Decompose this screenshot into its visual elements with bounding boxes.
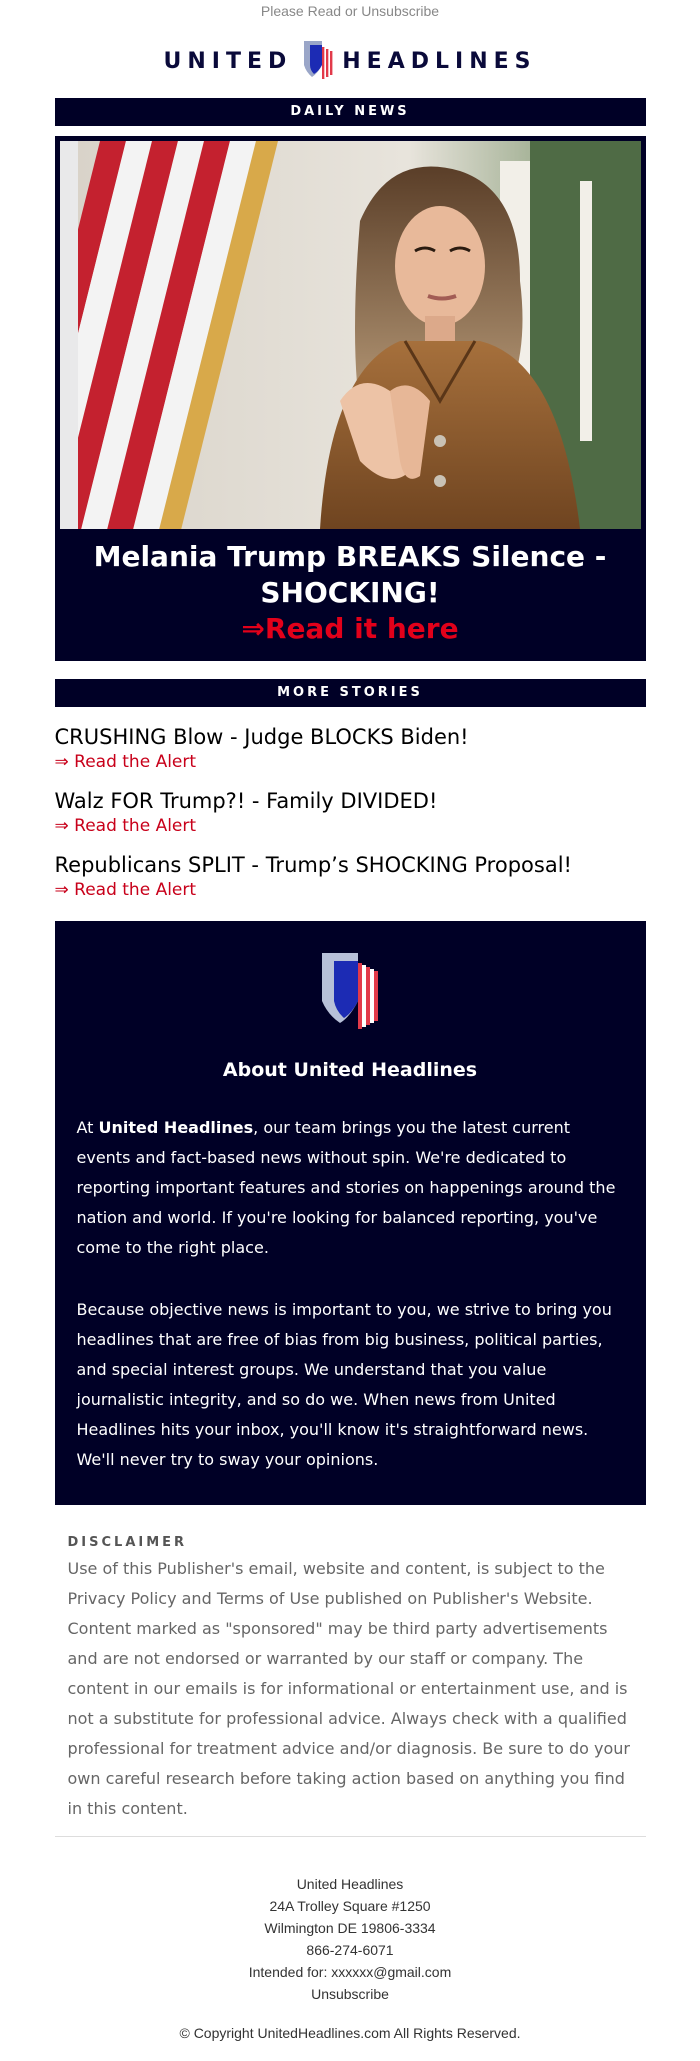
footer-intended-for: Intended for: xxxxxx@gmail.com: [248, 1964, 452, 1980]
footer-address-line-1: 24A Trolley Square #1250: [269, 1898, 431, 1914]
about-section: [55, 921, 646, 1505]
footer-company: United Headlines: [296, 1876, 404, 1892]
footer-phone: 866-274-6071: [306, 1942, 394, 1958]
copyright: © Copyright UnitedHeadlines.com All Rights Reserved.: [179, 2025, 521, 2041]
about-p1-text: , our team brings you the latest current events and fact-based news without spin. We're dedicated to reporting important features and stories on happenings around the nation and world. If you're looking for balanced reporting, you've come to the right place.: [76, 1118, 616, 1257]
hero-image[interactable]: [60, 141, 641, 529]
disclaimer-text: Use of this Publisher's email, website and content, is subject to the Privacy Policy and Terms of Use published on Publisher's Website. Content marked as "sponsored" may be third party advertisements and are not endorsed or warranted by our staff or company. The content in our emails is for informational or entertainment use, and is not a substitute for professional advice. Always check with a qualified professional for treatment advice and/or diagnosis. Be sure to do your own careful research before taking action based on anything you find in this content.: [67, 1559, 630, 1818]
about-p1-prefix: At: [76, 1118, 99, 1137]
footer: [55, 1873, 646, 2005]
brand-left: UNITED: [163, 48, 293, 74]
disclaimer-section: [55, 1505, 646, 1824]
hero-read-link[interactable]: ⇒Read it here: [241, 612, 459, 645]
shield-flag-icon: [300, 39, 334, 83]
hero-card[interactable]: [55, 136, 646, 661]
story-title[interactable]: CRUSHING Blow - Judge BLOCKS Biden!: [54, 725, 469, 749]
story-read-link[interactable]: ⇒ Read the Alert: [54, 752, 197, 772]
shield-flag-icon: [318, 949, 382, 1033]
about-heading: About United Headlines: [222, 1059, 478, 1081]
list-item: [55, 851, 646, 901]
story-list: [55, 723, 646, 901]
story-read-link[interactable]: ⇒ Read the Alert: [54, 816, 197, 836]
list-item: [55, 787, 646, 837]
daily-news-bar: DAILY NEWS: [55, 98, 646, 126]
photo-woman-with-american-flag: [60, 141, 641, 529]
preheader: [0, 0, 700, 24]
more-stories-bar: MORE STORIES: [55, 679, 646, 707]
masthead[interactable]: [0, 24, 700, 98]
list-item: [55, 723, 646, 773]
divider: [55, 1836, 646, 1837]
hero-title[interactable]: Melania Trump BREAKS Silence - SHOCKING!: [93, 540, 607, 609]
about-p1-brand: United Headlines: [98, 1118, 254, 1137]
story-read-link[interactable]: ⇒ Read the Alert: [54, 880, 197, 900]
unsubscribe-link[interactable]: Unsubscribe: [311, 1986, 389, 2002]
story-title[interactable]: Republicans SPLIT - Trump’s SHOCKING Proposal!: [54, 853, 572, 877]
footer-address-line-2: Wilmington DE 19806-3334: [264, 1920, 436, 1936]
disclaimer-heading: DISCLAIMER: [67, 1535, 188, 1550]
brand-right: HEADLINES: [342, 48, 537, 74]
about-paragraph-2: Because objective news is important to you, we strive to bring you headlines that are free of bias from big business, political parties, and special interest groups. We understand that you value journalistic integrity, and so do we. When news from United Headlines hits your inbox, you'll know it's straightforward news. We'll never try to sway your opinions.: [76, 1300, 612, 1469]
about-paragraph-1: [77, 1113, 624, 1263]
story-title[interactable]: Walz FOR Trump?! - Family DIVIDED!: [54, 789, 438, 813]
preheader-link[interactable]: Please Read or Unsubscribe: [260, 3, 440, 19]
